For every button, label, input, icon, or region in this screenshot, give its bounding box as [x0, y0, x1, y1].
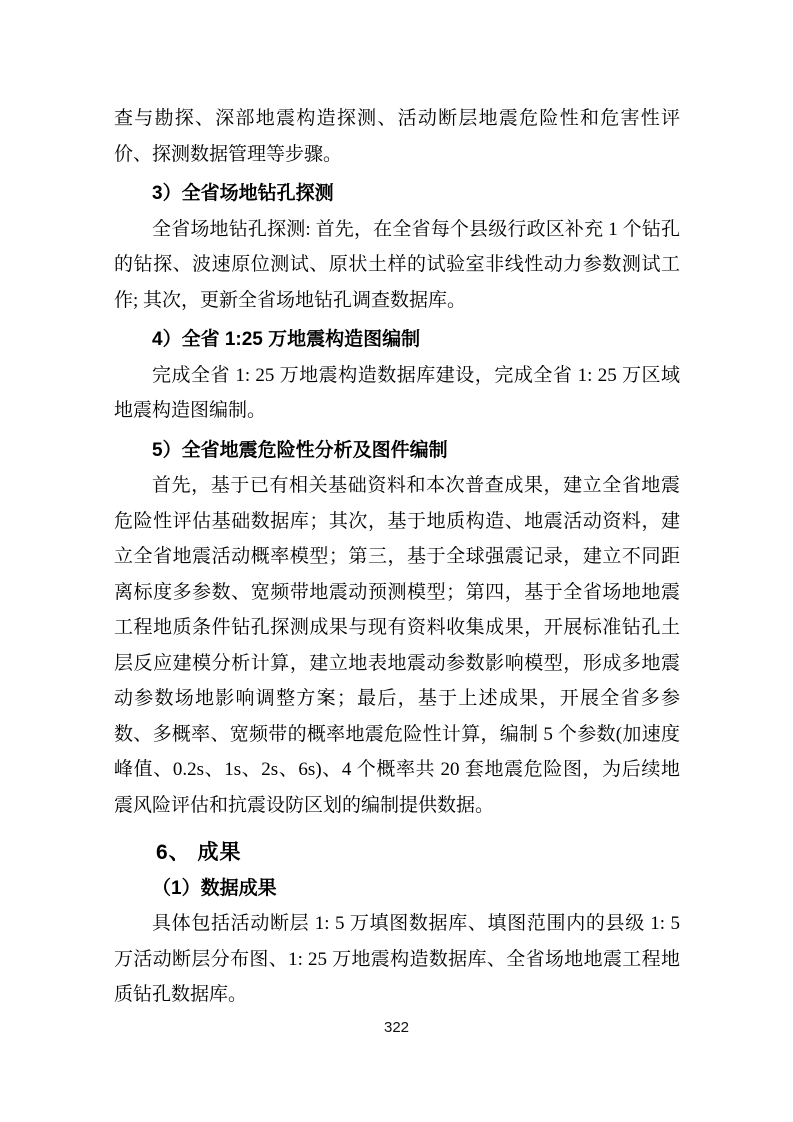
section-heading-3-site-borehole-survey: 3）全省场地钻孔探测: [152, 183, 334, 204]
section-heading-5-hazard-analysis: 5）全省地震危险性分析及图件编制: [152, 439, 448, 461]
page-number: 322: [383, 1019, 410, 1036]
section-heading-data-results: （1）数据成果: [152, 877, 277, 899]
chapter-heading-6-results: 6、 成果: [156, 841, 242, 864]
body-paragraph-continuation: 查与勘探、深部地震构造探测、活动断层地震危险性和危害性评价、探测数据管理等步骤。: [114, 108, 680, 165]
body-paragraph-borehole-survey: 全省场地钻孔探测: 首先，在全省每个县级行政区补充 1 个钻孔的钻探、波速原位测试、原状土样的试验室非线性动力参数测试工作; 其次，更新全省场地钻孔调查数据库。: [114, 218, 680, 311]
body-paragraph-hazard-analysis: 首先，基于已有相关基础资料和本次普查成果，建立全省地震危险性评估基础数据库；其次，基于地质构造、地震活动资料，建立全省地震活动概率模型；第三，基于全球强震记录，建立不同距离标度多参数、宽频带地震动预测模型；第四，基于全省场地地震工程地质条件钻孔探测成果与现有资料收集成果，开展标准钻孔土层反应建模分析计算，建立地表地震动参数影响模型，形成多地震动参数场地影响调整方案；最后，基于上述成果，开展全省多参数、多概率、宽频带的概率地震危险性计算，编制 5 个参数(加速度峰值、0.2s、1s、2s、6s)、4 个概率共 20 套地震危险图，为后续地震风险评估和抗震设防区划的编制提供数据。: [114, 475, 680, 816]
section-heading-4-seismic-structure-map: 4）全省 1:25 万地震构造图编制: [152, 329, 421, 350]
body-paragraph-structure-map: 完成全省 1: 25 万地震构造数据库建设，完成全省 1: 25 万区域地震构造图编制。: [114, 364, 680, 421]
body-paragraph-data-results: 具体包括活动断层 1: 5 万填图数据库、填图范围内的县级 1: 5 万活动断层分布图、1: 25 万地震构造数据库、全省场地地震工程地质钻孔数据库。: [114, 913, 680, 1005]
